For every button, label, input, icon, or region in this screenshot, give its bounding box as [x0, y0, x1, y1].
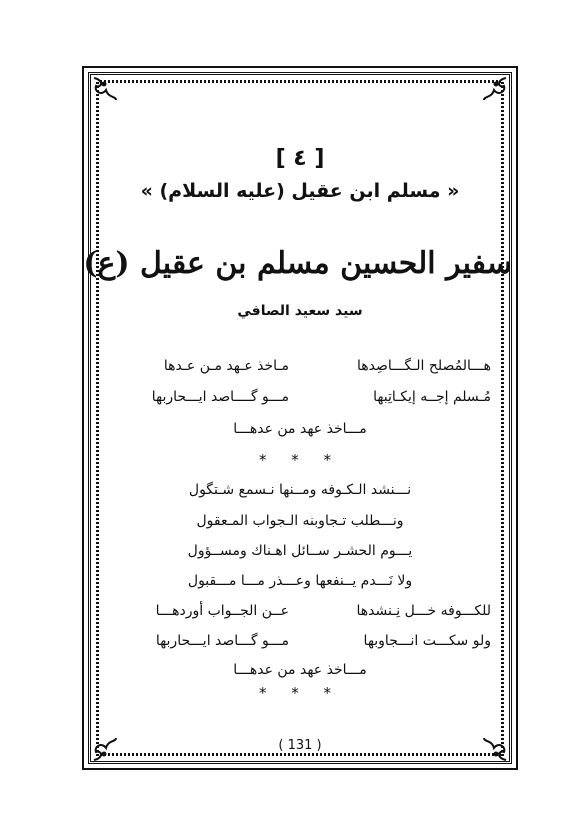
verse-line: يـــوم الحشـر ســائل اهـناك ومســؤول: [187, 543, 413, 559]
border-chain-bottom: [96, 753, 504, 756]
verse-right: هـــالمُصلح الـگـــاصِدها: [356, 358, 491, 374]
chapter-number: [ ٤ ]: [275, 146, 325, 171]
verse-left: مـــو گــــاصد ايـــحاربها: [151, 389, 289, 405]
verse-refrain: مـــاخذ عهد من عدهـــا: [233, 662, 367, 678]
corner-ornament-icon: [92, 76, 118, 102]
page-number: ( 131 ): [278, 738, 322, 753]
corner-ornament-icon: [482, 76, 508, 102]
stanza-separator: * * *: [258, 451, 342, 469]
verse-right: للكـــوفه خـــل نِـنشدها: [356, 603, 491, 619]
verse-line: ونـــطلب تـجاوبنه الـجواب المـعقول: [196, 513, 404, 529]
verse-right: ولو سكـــت انـــجاوبها: [363, 633, 491, 649]
border-chain-top: [96, 80, 504, 83]
verse-line: نـــنشد الـكـوفه ومــنها نـسمع شـتگول: [188, 482, 412, 498]
stanza-separator: * * *: [258, 684, 342, 702]
verse-left: مـــو گـــاصد ايـــحاربها: [155, 633, 289, 649]
verse-line: ولا نَـــدم يــنفعها وعـــذر مـــا مـــقبول: [187, 573, 413, 589]
verse-right: مُـسلم إجــه إيكـاتِبها: [373, 389, 491, 405]
verse-refrain: مـــاخذ عهد من عدهـــا: [233, 421, 367, 437]
author-name: سيد سعيد الصافي: [237, 303, 363, 319]
calligraphy-title: سفير الحسين مسلم بن عقيل (ع): [83, 246, 512, 281]
chapter-title: « مسلم ابن عقيل (عليه السلام) »: [140, 180, 460, 202]
verse-left: مـاخذ عـهد مـن عـدها: [163, 358, 289, 374]
verse-left: عــن الجــواب أوردهـــا: [155, 603, 289, 619]
page-border-inner: [83, 72, 512, 764]
